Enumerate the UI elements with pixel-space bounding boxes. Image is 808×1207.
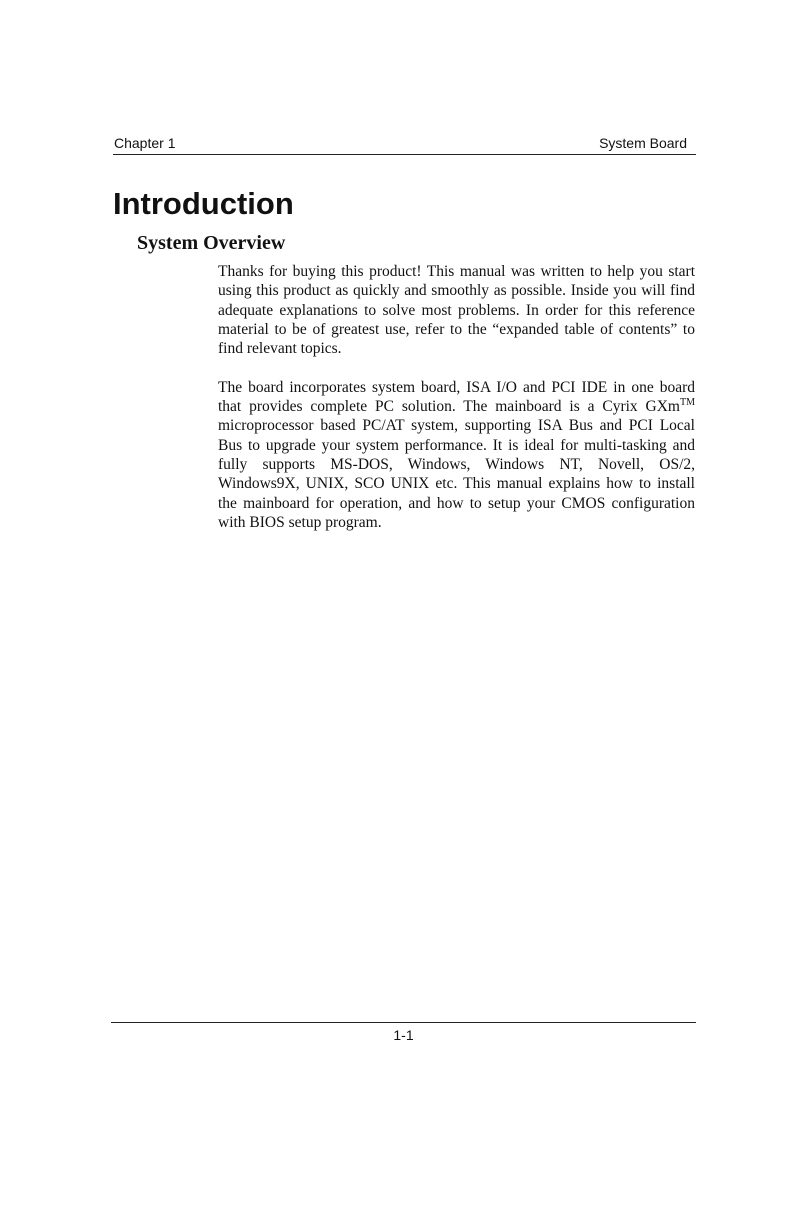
header-chapter-label: Chapter 1 — [114, 135, 176, 151]
running-header — [113, 134, 696, 155]
paragraph-board-description — [218, 378, 695, 532]
page-number: 1-1 — [393, 1027, 414, 1043]
paragraph-intro: Thanks for buying this product! This manual was written to help you start using this product as quickly and smoothly as possible. Inside you will find adequate explanations to solve most problems. In order for this reference material to be of greatest use, refer to the “expanded table of contents” to find relevant topics. — [218, 263, 695, 358]
chapter-title: Introduction — [113, 186, 294, 221]
body-text — [218, 262, 695, 551]
trademark-superscript: TM — [680, 397, 695, 409]
section-title: System Overview — [137, 232, 286, 254]
paragraph-board-text-2: microprocessor based PC/AT system, supporting ISA Bus and PCI Local Bus to upgrade your system performance. It is ideal for multi-tasking and fully supports MS-DOS, Windows, Windows NT, Novell, OS/2, Windows9X, UNIX, SCO UNIX etc. This manual explains how to install the mainboard for operation, and how to setup your CMOS configuration with BIOS setup program. — [218, 417, 695, 531]
paragraph-board-text-1: The board incorporates system board, ISA I/O and PCI IDE in one board that provides complete PC solution. The mainboard is a Cyrix GXm — [218, 378, 695, 416]
footer-rule — [111, 1022, 696, 1023]
header-section-label: System Board — [599, 135, 687, 151]
